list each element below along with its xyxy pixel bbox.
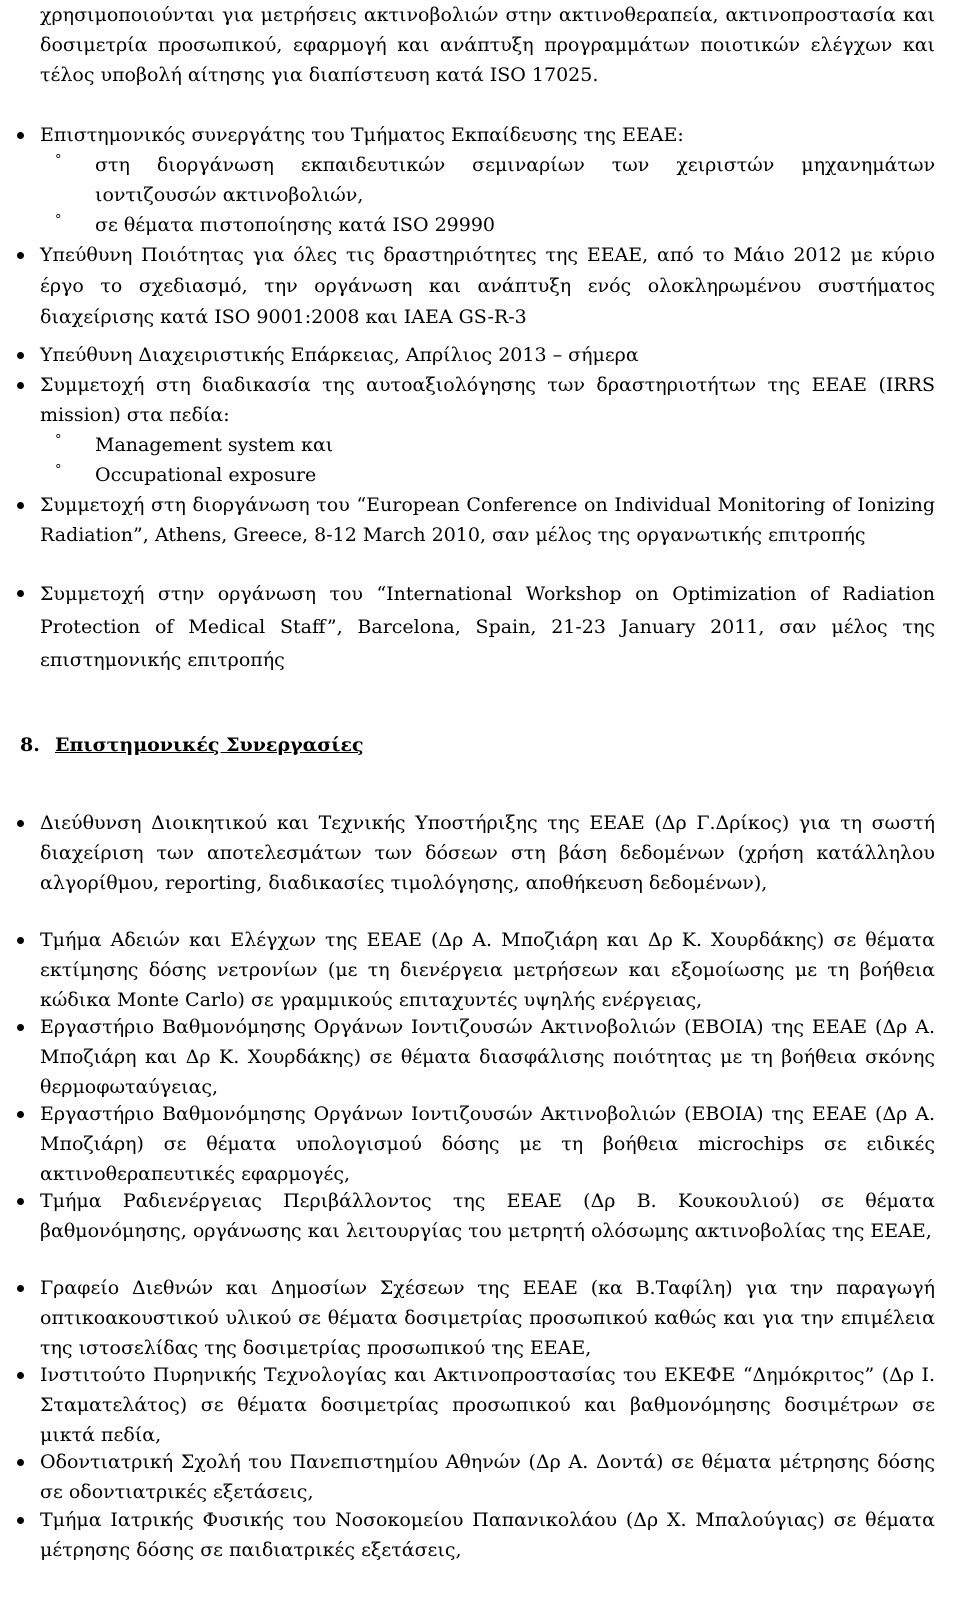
list-item-text: Συμμετοχή στη διοργάνωση του “European Conference on Individual Monitoring of Ionizing Radiation”, Athens, Greece, 8-12 March 2010, σαν μέλος της οργανωτικής επιτροπής xyxy=(40,494,935,546)
list-item xyxy=(40,1273,935,1363)
bullet-icon xyxy=(0,1099,40,1129)
ring-bullet-icon: ° xyxy=(55,153,62,168)
list-item-text: Τμήμα Ιατρικής Φυσικής του Νοσοκομείου Παπανικολάου (Δρ Χ. Μπαλούγιας) σε θέματα μέτρησης δόσης σε παιδιατρικές εξετάσεις, xyxy=(40,1509,935,1561)
sub-list-item xyxy=(55,210,935,240)
ring-bullet-icon: ° xyxy=(55,463,62,478)
bullet-icon xyxy=(0,120,40,150)
list-item xyxy=(40,1186,935,1246)
list-item xyxy=(40,240,935,333)
list-item xyxy=(40,808,935,898)
list-item-text: Συμμετοχή στη διαδικασία της αυτοαξιολόγησης των δραστηριοτήτων της ΕΕΑΕ (IRRS mission) στα πεδία: xyxy=(40,374,935,426)
bullet-icon xyxy=(0,490,40,520)
list-item-text: Επιστημονικός συνεργάτης του Τμήματος Εκπαίδευσης της ΕΕΑΕ: xyxy=(40,124,684,146)
bullet-icon xyxy=(0,1447,40,1477)
sub-list-item xyxy=(55,460,935,490)
list-item-text: Εργαστήριο Βαθμονόμησης Οργάνων Ιοντιζουσών Ακτινοβολιών (ΕΒΟΙΑ) της ΕΕΑΕ (Δρ Α. Μποζιάρη και Δρ Κ. Χουρδάκης) σε θέματα διασφάλισης ποιότητας με τη βοήθεια σκόνης θερμοφωταύγειας, xyxy=(40,1016,935,1098)
section-number: 8. xyxy=(20,734,40,756)
bullet-icon xyxy=(0,1186,40,1216)
bullet-icon xyxy=(0,1273,40,1303)
bullet-icon xyxy=(0,240,40,270)
list-item-text: Διεύθυνση Διοικητικού και Τεχνικής Υποστήριξης της ΕΕΑΕ (Δρ Γ.Δρίκος) για τη σωστή διαχείριση των αποτελεσμάτων των δόσεων στη βάση δεδομένων (χρήση κατάλληλου αλγορίθμου, reporting, διαδικασίες τιμολόγησης, αποθήκευση δεδομένων), xyxy=(40,812,935,894)
list-item-text: Συμμετοχή στην οργάνωση του “International Workshop on Optimization of Radiation Protection of Medical Staff”, Barcelona, Spain, 21-23 January 2011, σαν μέλος της επιστημονικής επιτροπής xyxy=(40,583,935,671)
sub-list-item-text: στη διοργάνωση εκπαιδευτικών σεμιναρίων των χειριστών μηχανημάτων ιοντιζουσών ακτινοβολιών, xyxy=(95,154,935,206)
list-item-text: Ινστιτούτο Πυρηνικής Τεχνολογίας και Ακτινοπροστασίας του ΕΚΕΦΕ “Δημόκριτος” (Δρ Ι. Σταματελάτος) σε θέματα δοσιμετρίας προσωπικού και βαθμονόμησης δοσιμέτρων σε μικτά πεδία, xyxy=(40,1364,935,1446)
list-item xyxy=(40,1505,935,1565)
bullet-icon xyxy=(0,578,40,608)
list-item-text: Υπεύθυνη Διαχειριστικής Επάρκειας, Απρίλιος 2013 – σήμερα xyxy=(40,344,639,366)
intro-paragraph: χρησιμοποιούνται για μετρήσεις ακτινοβολιών στην ακτινοθεραπεία, ακτινοπροστασία και δοσιμετρία προσωπικού, εφαρμογή και ανάπτυξη προγραμμάτων ποιοτικών ελέγχων και τέλος υποβολή αίτησης για διαπίστευση κατά ISO 17025. xyxy=(40,4,935,86)
sub-list-item-text: Occupational exposure xyxy=(95,464,317,486)
list-item xyxy=(40,1099,935,1189)
bullet-icon xyxy=(0,1012,40,1042)
list-item xyxy=(40,1447,935,1507)
bullet-icon xyxy=(0,1360,40,1390)
list-item xyxy=(40,1360,935,1450)
bullet-icon xyxy=(0,925,40,955)
list-item xyxy=(40,370,935,430)
list-item-text: Τμήμα Αδειών και Ελέγχων της ΕΕΑΕ (Δρ Α. Μποζιάρη και Δρ Κ. Χουρδάκης) σε θέματα εκτίμησης δόσης νετρονίων (με τη διενέργεια μετρήσεων και εξομοίωσης με τη βοήθεια κώδικα Monte Carlo) σε γραμμικούς επιταχυντές υψηλής ενέργειας, xyxy=(40,929,935,1011)
list-item xyxy=(40,340,935,370)
list-item xyxy=(40,925,935,1015)
list-item xyxy=(40,120,935,150)
bullet-icon xyxy=(0,340,40,370)
list-item-text: Τμήμα Ραδιενέργειας Περιβάλλοντος της ΕΕΑΕ (Δρ Β. Κουκουλιού) σε θέματα βαθμονόμησης, οργάνωσης και λειτουργίας του μετρητή ολόσωμης ακτινοβολίας της ΕΕΑΕ, xyxy=(40,1190,935,1242)
bullet-icon xyxy=(0,1505,40,1535)
sub-list-item-text: σε θέματα πιστοποίησης κατά ISO 29990 xyxy=(95,214,496,236)
bullet-icon xyxy=(0,370,40,400)
list-item xyxy=(40,490,935,550)
list-item-text: Εργαστήριο Βαθμονόμησης Οργάνων Ιοντιζουσών Ακτινοβολιών (ΕΒΟΙΑ) της ΕΕΑΕ (Δρ Α. Μποζιάρη) σε θέματα υπολογισμού δόσης με τη βοήθεια microchips σε ειδικές ακτινοθεραπευτικές εφαρμογές, xyxy=(40,1103,935,1185)
list-item-text: Γραφείο Διεθνών και Δημοσίων Σχέσεων της ΕΕΑΕ (κα Β.Ταφίλη) για την παραγωγή οπτικοακουστικού υλικού σε θέματα δοσιμετρίας προσωπικού καθώς και για την επιμέλεια της ιστοσελίδας της δοσιμετρίας προσωπικού της ΕΕΑΕ, xyxy=(40,1277,935,1359)
sub-list-item-text: Management system και xyxy=(95,434,334,456)
list-item-text: Υπεύθυνη Ποιότητας για όλες τις δραστηριότητες της ΕΕΑΕ, από το Μάιο 2012 με κύριο έργο το σχεδιασμό, την οργάνωση και ανάπτυξη ενός ολοκληρωμένου συστήματος διαχείρισης κατά ISO 9001:2008 και IAEA GS-R-3 xyxy=(40,244,935,328)
bullet-icon xyxy=(0,808,40,838)
ring-bullet-icon: ° xyxy=(55,433,62,448)
ring-bullet-icon: ° xyxy=(55,213,62,228)
list-item xyxy=(40,578,935,677)
list-item-text: Οδοντιατρική Σχολή του Πανεπιστημίου Αθηνών (Δρ Α. Δοντά) σε θέματα μέτρησης δόσης σε οδοντιατρικές εξετάσεις, xyxy=(40,1451,935,1503)
list-item xyxy=(40,1012,935,1102)
section-title: Επιστημονικές Συνεργασίες xyxy=(55,734,364,756)
sub-list-item xyxy=(55,150,935,210)
sub-list-item xyxy=(55,430,935,460)
